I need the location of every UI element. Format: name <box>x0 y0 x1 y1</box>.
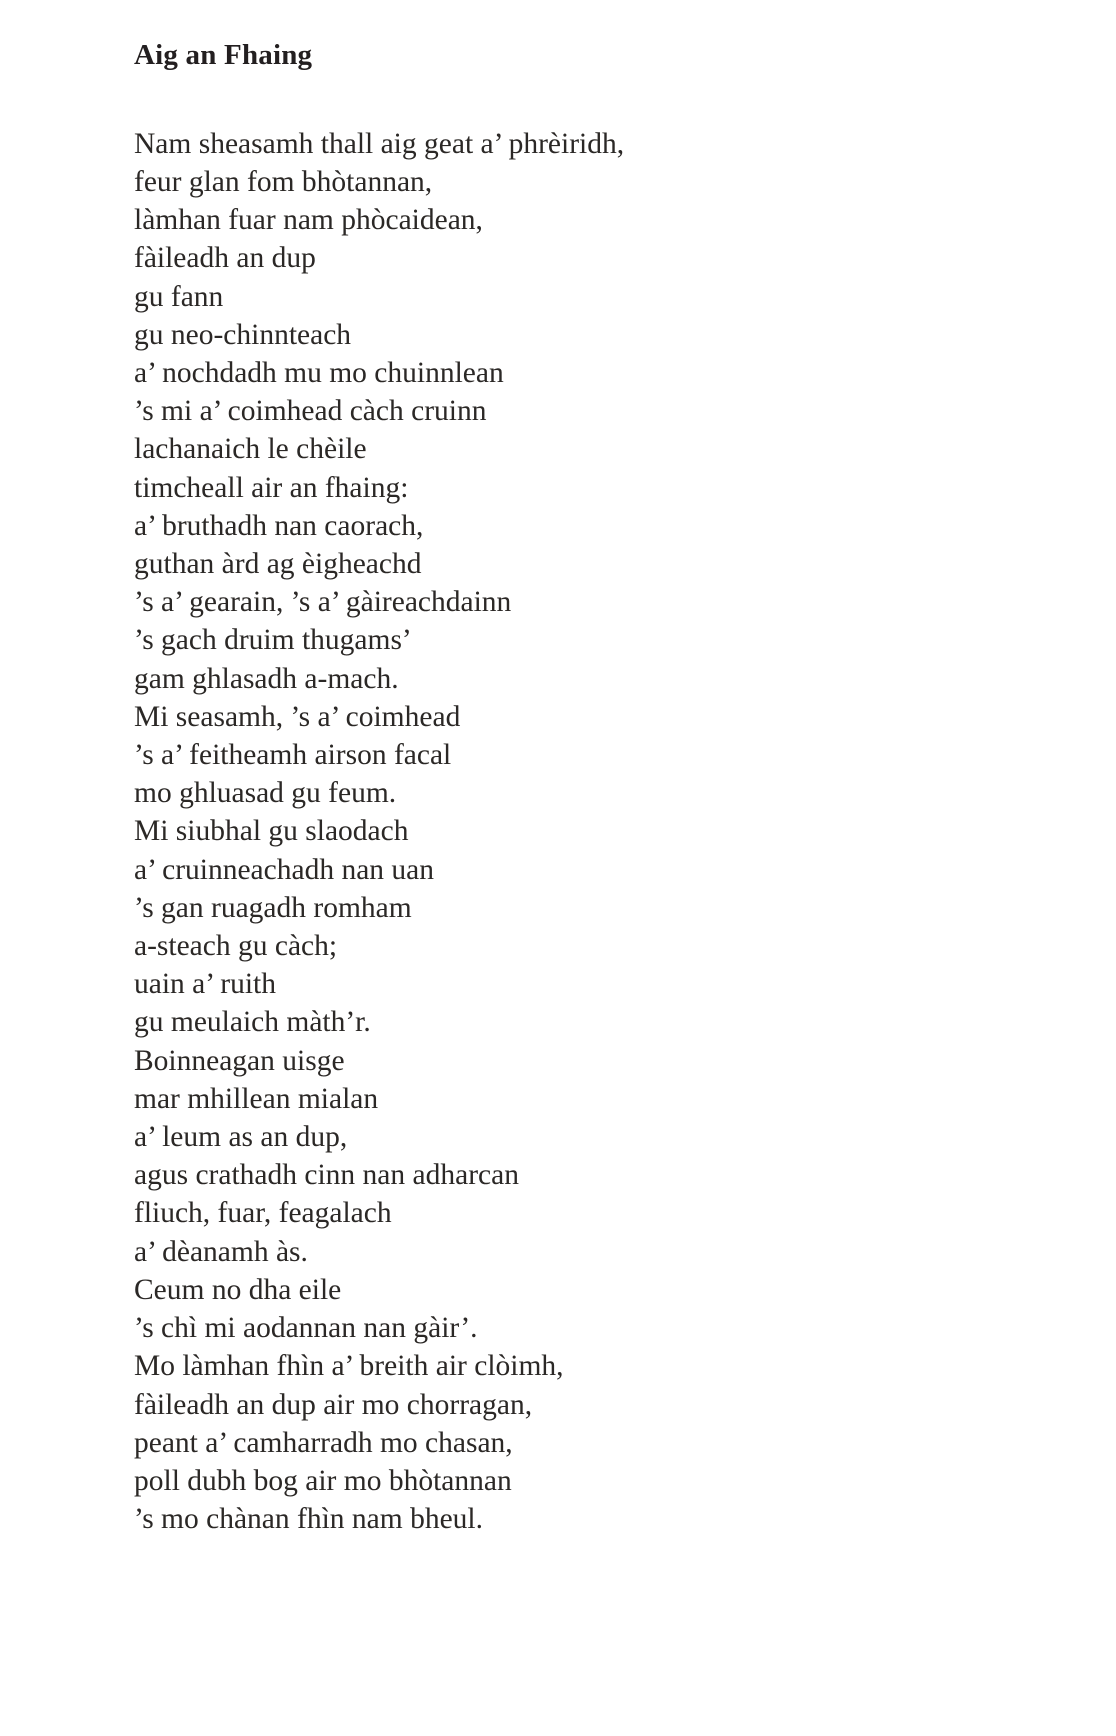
poem-line: ’s mi a’ coimhead càch cruinn <box>134 395 487 428</box>
poem-line: a’ nochdadh mu mo chuinnlean <box>134 357 504 390</box>
poem-line: làmhan fuar nam phòcaidean, <box>134 204 483 237</box>
poem-line: Mi siubhal gu slaodach <box>134 815 409 848</box>
poem-line: Nam sheasamh thall aig geat a’ phrèiridh, <box>134 127 625 160</box>
poem-line: peant a’ camharradh mo chasan, <box>134 1426 513 1459</box>
poem-line: gu neo-chinnteach <box>134 318 352 351</box>
page-title: Aig an Fhaing <box>134 39 313 71</box>
poem-line: a-steach gu càch; <box>134 930 338 963</box>
poem-line: agus crathadh cinn nan adharcan <box>134 1159 519 1192</box>
poem-line: poll dubh bog air mo bhòtannan <box>134 1464 512 1497</box>
poem-line: fàileadh an dup <box>134 242 316 275</box>
poem-line: ’s mo chànan fhìn nam bheul. <box>134 1503 484 1536</box>
poem-line: feur glan fom bhòtannan, <box>134 166 433 198</box>
poem-line: a’ leum as an dup, <box>134 1121 348 1154</box>
poem-line: ’s gan ruagadh romham <box>134 891 412 924</box>
poem-line: ’s gach druim thugams’ <box>134 624 412 657</box>
poem-line: a’ bruthadh nan caorach, <box>134 509 424 542</box>
poem-line: timcheall air an fhaing: <box>134 471 409 504</box>
poem-line: ’s a’ gearain, ’s a’ gàireachdainn <box>134 586 512 619</box>
poem-line: Boinneagan uisge <box>134 1044 345 1077</box>
poem-line: Mo làmhan fhìn a’ breith air clòimh, <box>134 1350 564 1383</box>
poem-line: lachanaich le chèile <box>134 433 367 466</box>
poem-line: mo ghluasad gu feum. <box>134 777 397 810</box>
poem-line: mar mhillean mialan <box>134 1082 379 1115</box>
poem-line: ’s a’ feitheamh airson facal <box>134 739 452 772</box>
poem-line: uain a’ ruith <box>134 968 276 1001</box>
poem-line: gam ghlasadh a-mach. <box>134 662 399 695</box>
poem-line: ’s chì mi aodannan nan gàir’. <box>134 1312 478 1345</box>
poem-line: guthan àrd ag èigheachd <box>134 548 422 581</box>
poem-line: Ceum no dha eile <box>134 1273 342 1306</box>
poem-line: fàileadh an dup air mo chorragan, <box>134 1388 533 1421</box>
poem-line: a’ dèanamh às. <box>134 1235 308 1268</box>
poem-line: gu meulaich màth’r. <box>134 1006 371 1039</box>
poem-line: gu fann <box>134 280 224 313</box>
poem-line: fliuch, fuar, feagalach <box>134 1197 392 1230</box>
poem-line: Mi seasamh, ’s a’ coimhead <box>134 700 461 733</box>
poem-line: a’ cruinneachadh nan uan <box>134 853 435 886</box>
poem-body <box>134 125 1020 1539</box>
